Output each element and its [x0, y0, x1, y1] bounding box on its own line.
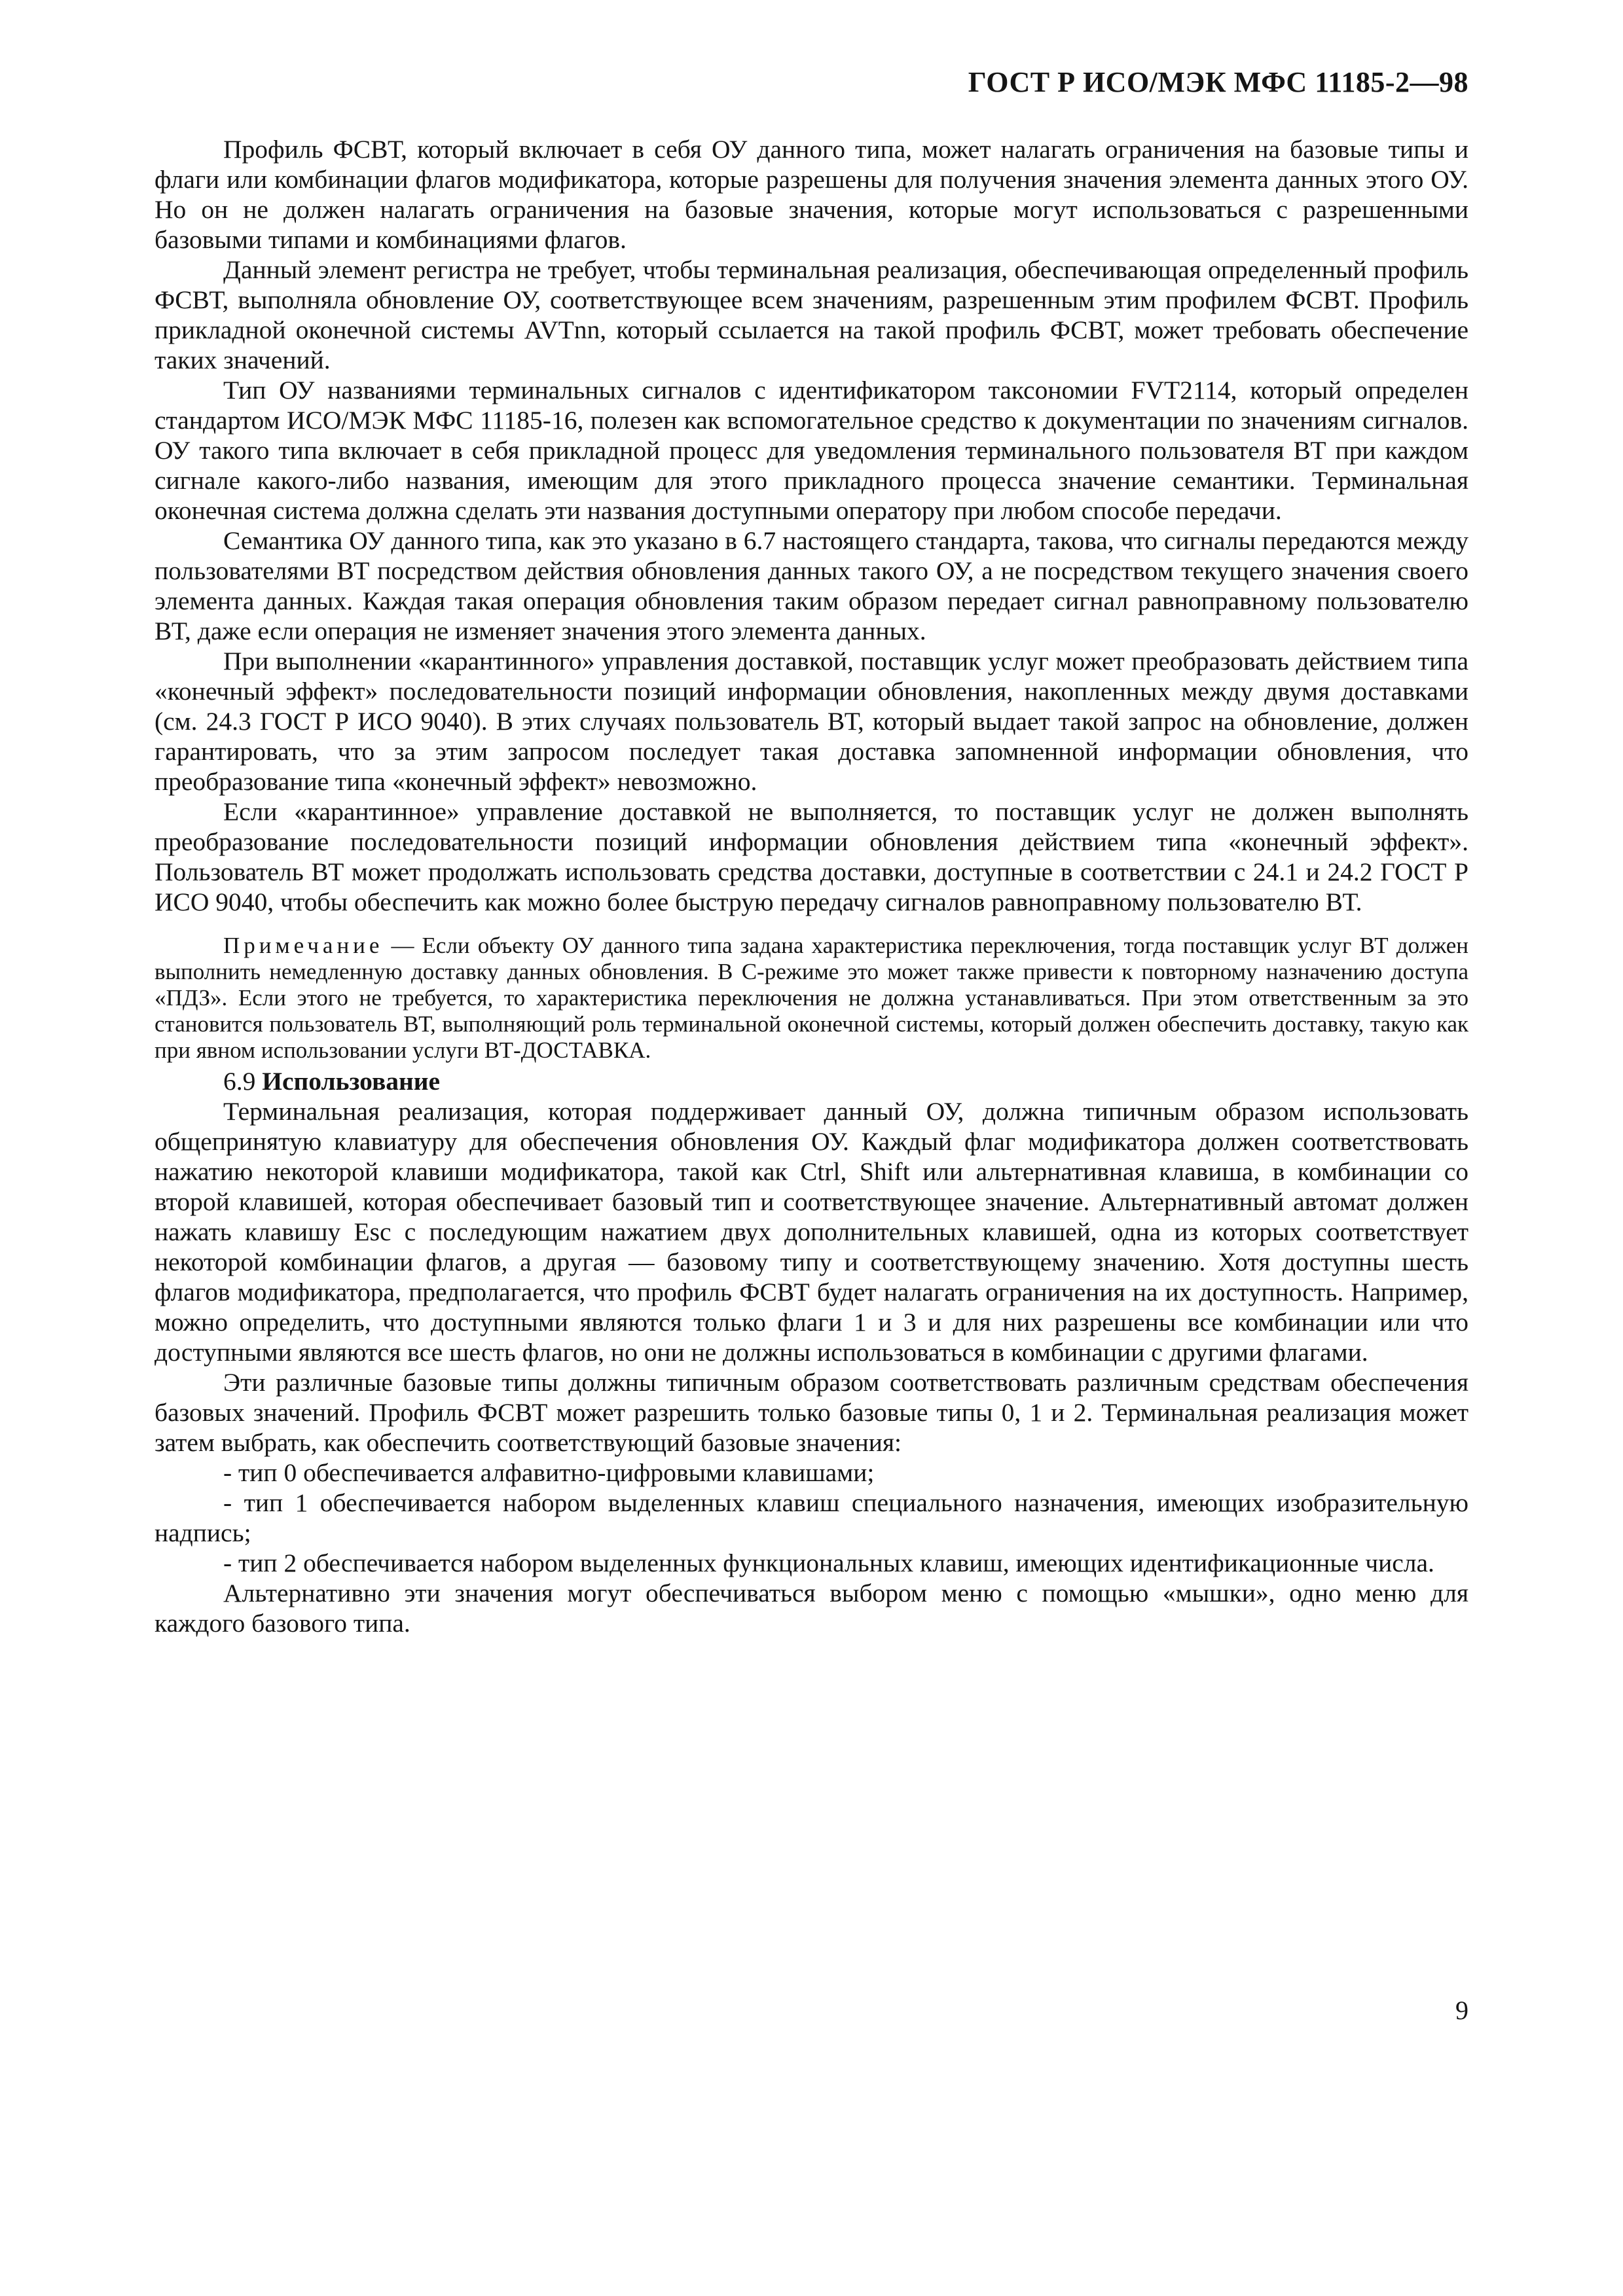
section-title: Использование	[262, 1067, 441, 1096]
paragraph: При выполнении «карантинного» управления доставкой, поставщик услуг может преобразовать действием типа «конечный эффект» последовательности позиций информации обновления, накопленных между двумя доставками (см. 24.3 ГОСТ Р ИСО 9040). В этих случаях пользователь ВТ, который выдает такой запрос на обновление, должен гарантировать, что за этим запросом последует такая доставка запомненной информации обновления, что преобразование типа «конечный эффект» невозможно.	[155, 647, 1468, 796]
note-text: — Если объекту ОУ данного типа задана характеристика переключения, тогда поставщик услуг ВТ должен выполнить немедленную доставку данных обновления. В С-режиме это может также привести к повторному назначению доступа «ПДЗ». Если этого не требуется, то характеристика переключения не должна устанавливаться. При этом ответственным за это становится пользователь ВТ, выполняющий роль терминальной оконечной системы, который должен обеспечить доставку, такую как при явном использовании услуги ВТ-ДОСТАВКА.	[155, 933, 1468, 1063]
section-number: 6.9	[223, 1067, 256, 1096]
note	[155, 933, 1468, 1064]
list-item: - тип 0 обеспечивается алфавитно-цифровыми клавишами;	[223, 1458, 875, 1487]
list-item: - тип 1 обеспечивается набором выделенных клавиш специального назначения, имеющих изобразительную надпись;	[155, 1488, 1468, 1547]
page-number: 9	[1455, 1996, 1468, 2025]
paragraph: Тип ОУ названиями терминальных сигналов с идентификатором таксономии FVT2114, который определен стандартом ИСО/МЭК МФС 11185-16, полезен как вспомогательное средство к документации по значениям сигналов. ОУ такого типа включает в себя прикладной процесс для уведомления терминального пользователя ВТ при каждом сигнале какого-либо названия, имеющим для этого прикладного процесса значение семантики. Терминальная оконечная система должна сделать эти названия доступными оператору при любом способе передачи.	[155, 376, 1468, 525]
paragraph: Семантика ОУ данного типа, как это указано в 6.7 настоящего стандарта, такова, что сигналы передаются между пользователями ВТ посредством действия обновления данных такого ОУ, а не посредством текущего значения своего элемента данных. Каждая такая операция обновления таким образом передает сигнал равноправному пользователю ВТ, даже если операция не изменяет значения этого элемента данных.	[155, 526, 1468, 645]
paragraph: Если «карантинное» управление доставкой не выполняется, то поставщик услуг не должен выполнять преобразование последовательности позиций информации обновления действием типа «конечный эффект». Пользователь ВТ может продолжать использовать средства доставки, доступные в соответствии с 24.1 и 24.2 ГОСТ Р ИСО 9040, чтобы обеспечить как можно более быструю передачу сигналов равноправному пользователю ВТ.	[155, 797, 1468, 916]
list-item: - тип 2 обеспечивается набором выделенных функциональных клавиш, имеющих идентификационные числа.	[223, 1549, 1434, 1577]
paragraph: Эти различные базовые типы должны типичным образом соответствовать различным средствам обеспечения базовых значений. Профиль ФСВТ может разрешить только базовые типы 0, 1 и 2. Терминальная реализация может затем выбрать, как обеспечить соответствующий базовые значения:	[155, 1368, 1468, 1457]
paragraph: Профиль ФСВТ, который включает в себя ОУ данного типа, может налагать ограничения на базовые типы и флаги или комбинации флагов модификатора, которые разрешены для получения значения элемента данных этого ОУ. Но он не должен налагать ограничения на базовые значения, которые могут использоваться с разрешенными базовыми типами и комбинациями флагов.	[155, 135, 1468, 254]
document-body	[155, 134, 1468, 1638]
document-header: ГОСТ Р ИСО/МЭК МФС 11185-2—98	[968, 66, 1468, 98]
paragraph: Альтернативно эти значения могут обеспечиваться выбором меню с помощью «мышки», одно меню для каждого базового типа.	[155, 1579, 1468, 1638]
section-heading	[155, 1066, 1468, 1096]
paragraph: Данный элемент регистра не требует, чтобы терминальная реализация, обеспечивающая определенный профиль ФСВТ, выполняла обновление ОУ, соответствующее всем значениям, разрешенным этим профилем ФСВТ. Профиль прикладной оконечной системы AVTnn, который ссылается на такой профиль ФСВТ, может требовать обеспечение таких значений.	[155, 255, 1468, 374]
paragraph: Терминальная реализация, которая поддерживает данный ОУ, должна типичным образом использовать общепринятую клавиатуру для обеспечения обновления ОУ. Каждый флаг модификатора должен соответствовать нажатию некоторой клавиши модификатора, такой как Ctrl, Shift или альтернативная клавиша, в комбинации со второй клавишей, которая обеспечивает базовый тип и соответствующее значение. Альтернативный автомат должен нажать клавишу Esc с последующим нажатием двух дополнительных клавишей, одна из которых соответствует некоторой комбинации флагов, а другая — базовому типу и соответствующему значению. Хотя доступны шесть флагов модификатора, предполагается, что профиль ФСВТ будет налагать ограничения на их доступность. Например, можно определить, что доступными являются только флаги 1 и 3 и для них разрешены все комбинации или что доступными являются все шесть флагов, но они не должны использоваться в комбинации с другими флагами.	[155, 1097, 1468, 1367]
note-label: Примечание	[223, 933, 384, 958]
